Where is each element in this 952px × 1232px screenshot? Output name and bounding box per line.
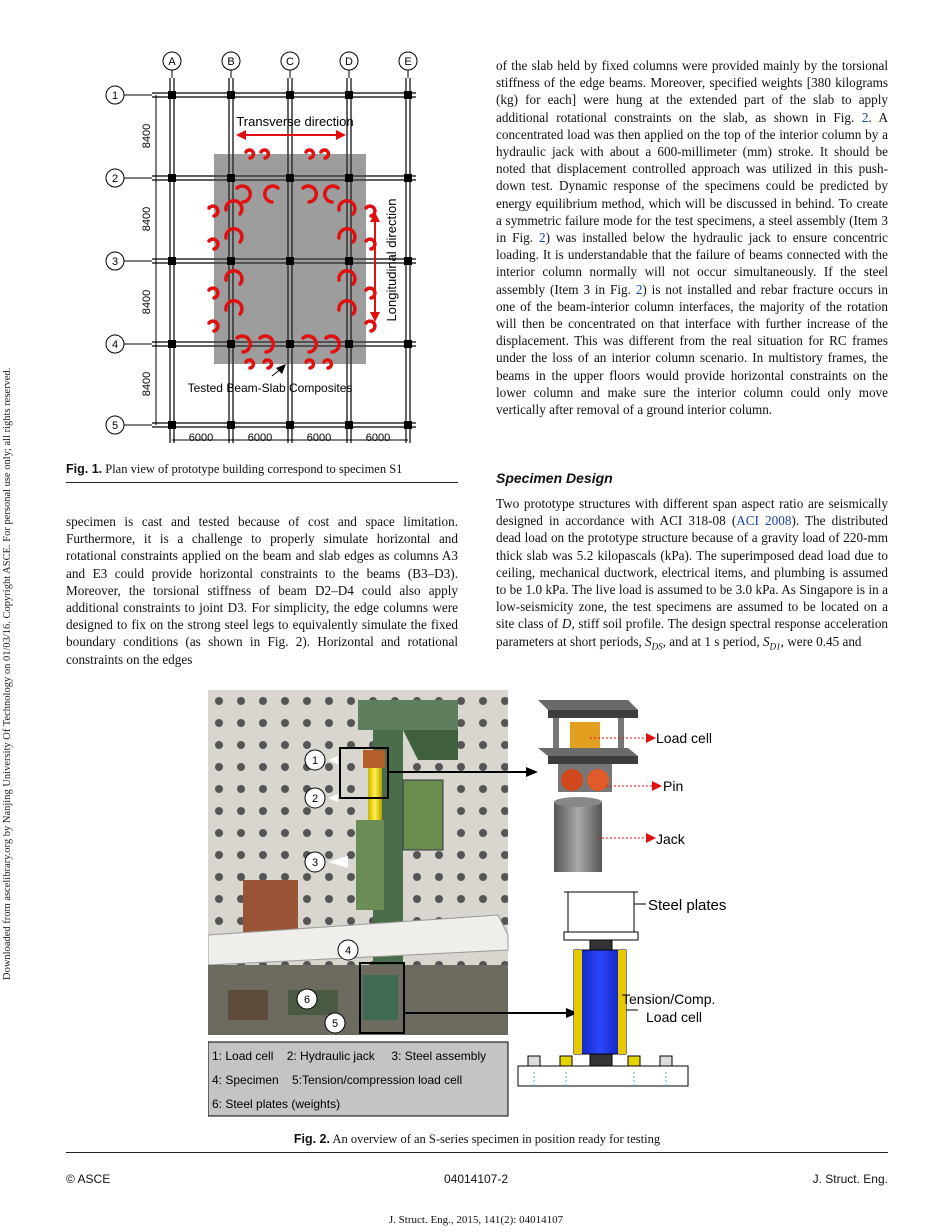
col-dimensions [172, 432, 408, 444]
right-column-paragraph-1: of the slab held by fixed columns were provided mainly by the torsional stiffness of the edge beams. Moreover, specified weights [380 kilograms (kg) for each] were hung at the extended part of the slab to apply additional rotational constraints on the slab, as shown in Fig. 2. A concentrated load was then applied on the top of the interior column by a hydraulic jack with about a 600-millimeter (mm) stroke. It should be noted that displacement controlled approach was utilized in this push-down test. Dynamic response of the specimens could be predicted by energy equilibrium method, which will be discussed in behind. To create a symmetric failure mode for the test specimens, a steel assembly (Item 3 in Fig. 2) was installed below the hydraulic jack to ensure concentric loading. It is understandable that the failure of beams connected with the interior column normally will not occur simultaneously. If the steel assembly (Item 3 in Fig. 2) is not installed and rebar fracture occurs in one of the beam-interior column interfaces, the majority of the rotation will then be concentrated on that interface with further increase of the displacement. This was different from the real situation for RC frames under the loss of an interior column scenario. In multistory frames, the beams in the upper floors would provide horizontal constraints on the lower column and make sure the interior column could only move vertically after removal of a ground interior column. [496, 58, 888, 418]
left-column-paragraph: specimen is cast and tested because of cost and space limitation. Furthermore, it is a challenge to properly simulate horizontal and rotational constraints applied on the beam and slab edges as columns A3 and E3 could provide horizontal constraints to the beams (B3–D3). Moreover, the torsional stiffness of beam D2–D4 could also apply additional constraints to joint D3. For simplicity, the edge columns were designed to fix on the strong steel legs to equivalently simulate the fixed boundary conditions (as shown in Fig. 2). Horizontal and rotational constraints on the edges [66, 514, 458, 667]
footer-left: © ASCE [66, 1172, 111, 1186]
svg-text:D: D [345, 56, 353, 68]
transverse-arrow [236, 130, 346, 140]
longitudinal-arrow [370, 212, 380, 322]
svg-text:5: 5 [331, 1018, 339, 1030]
svg-text:4: 4 [344, 945, 352, 957]
svg-text:Load cell: Load cell [656, 730, 713, 746]
svg-text:8400: 8400 [141, 289, 153, 315]
svg-text:8400: 8400 [141, 371, 153, 397]
figure-2-caption-text: An overview of an S-series specimen in position ready for testing [329, 1132, 661, 1146]
svg-text:1: 1 [111, 90, 119, 102]
svg-text:E: E [404, 56, 412, 68]
column-labels [163, 52, 417, 78]
svg-text:5: 5 [111, 420, 119, 432]
figure-2-caption [66, 1132, 888, 1147]
svg-text:2: 2 [111, 173, 119, 185]
fig-ref-link[interactable]: 2 [635, 281, 643, 297]
svg-text:4: 4 [111, 339, 119, 351]
footer-center: 04014107-2 [443, 1172, 509, 1186]
citation-link[interactable]: ACI 2008 [736, 513, 792, 529]
tc-load-cell-labels [622, 897, 726, 1025]
svg-text:6000: 6000 [188, 432, 214, 444]
legend-line-3: 6: Steel plates (weights) [212, 1097, 341, 1111]
svg-text:2: 2 [311, 793, 319, 805]
longitudinal-label: Longitudinal direction [384, 198, 399, 322]
figure-1-caption-text: Plan view of prototype building correspond to specimen S1 [102, 462, 403, 476]
test-setup-photo [208, 690, 508, 1035]
svg-text:1: 1 [311, 755, 319, 767]
figure-1-plan-svg [96, 48, 456, 458]
svg-text:6000: 6000 [365, 432, 391, 444]
figure-1 [96, 48, 456, 458]
side-copyright-note [2, 260, 20, 980]
svg-text:6000: 6000 [306, 432, 332, 444]
section-heading: Specimen Design [496, 470, 613, 486]
figure-2-svg [208, 690, 738, 1118]
svg-text:Jack: Jack [656, 831, 685, 847]
svg-text:3: 3 [311, 857, 319, 869]
figure-1-caption-label: Fig. 1. [66, 462, 103, 476]
svg-text:8400: 8400 [141, 123, 153, 149]
row-dimensions [141, 95, 156, 425]
right-column-paragraph-2: Two prototype structures with different span aspect ratio are seismically designed in accordance with ACI 318-08 (ACI 2008). The distributed dead load on the prototype structure because of a gravity load of 220-mm thick slab was 5.2 kilopascals (kPa). The superimposed dead load due to ceiling, mechanical ductwork, electrical items, and plumbing is assumed to be 1.0 kPa. The live load is assumed to be 3.0 kPa. As Singapore is in a low-seismicity zone, the test specimens are assumed to be located on a site class of D, stiff soil profile. The design spectral response acceleration parameters at short periods, $S_{DS}$, and at 1 s period, $S_{D1}$, were 0.45 and [496, 496, 889, 652]
svg-text:C: C [286, 56, 294, 68]
tested-composites-label: Tested Beam-Slab Composites [187, 381, 353, 395]
footer-right: J. Struct. Eng. [812, 1172, 888, 1186]
svg-text:A: A [168, 56, 176, 68]
fig-ref-link[interactable]: 2 [538, 230, 546, 246]
figure-2-caption-label: Fig. 2. [293, 1132, 330, 1146]
svg-text:3: 3 [111, 256, 119, 268]
tc-load-cell-drawing [518, 892, 688, 1086]
svg-text:8400: 8400 [141, 206, 153, 232]
figure-1-caption [66, 462, 458, 477]
svg-text:Steel plates: Steel plates [648, 897, 727, 914]
svg-text:6: 6 [303, 994, 311, 1006]
transverse-label: Transverse direction [236, 114, 354, 129]
svg-text:Load cell: Load cell [646, 1009, 703, 1025]
side-note-text: Downloaded from ascelibrary.org by Nanjing University Of Technology on 01/03/16. Copyright ASCE. For personal use only; all rights reserved. [2, 367, 13, 980]
tested-label-pointer [272, 364, 286, 376]
svg-text:6000: 6000 [247, 432, 273, 444]
svg-text:Pin: Pin [663, 778, 684, 794]
legend-line-2: 4: Specimen 5:Tension/compression load cell [212, 1073, 463, 1087]
svg-text:Tension/Comp.: Tension/Comp. [622, 991, 716, 1007]
figure-2 [208, 690, 738, 1118]
svg-text:B: B [227, 56, 235, 68]
figure-1-caption-rule [66, 482, 458, 483]
footer-citation: J. Struct. Eng., 2015, 141(2): 04014107 [388, 1214, 564, 1226]
legend-line-1: 1: Load cell 2: Hydraulic jack 3: Steel assembly [212, 1049, 487, 1063]
footer-rule [66, 1152, 888, 1153]
fig-ref-link[interactable]: 2 [861, 109, 869, 125]
